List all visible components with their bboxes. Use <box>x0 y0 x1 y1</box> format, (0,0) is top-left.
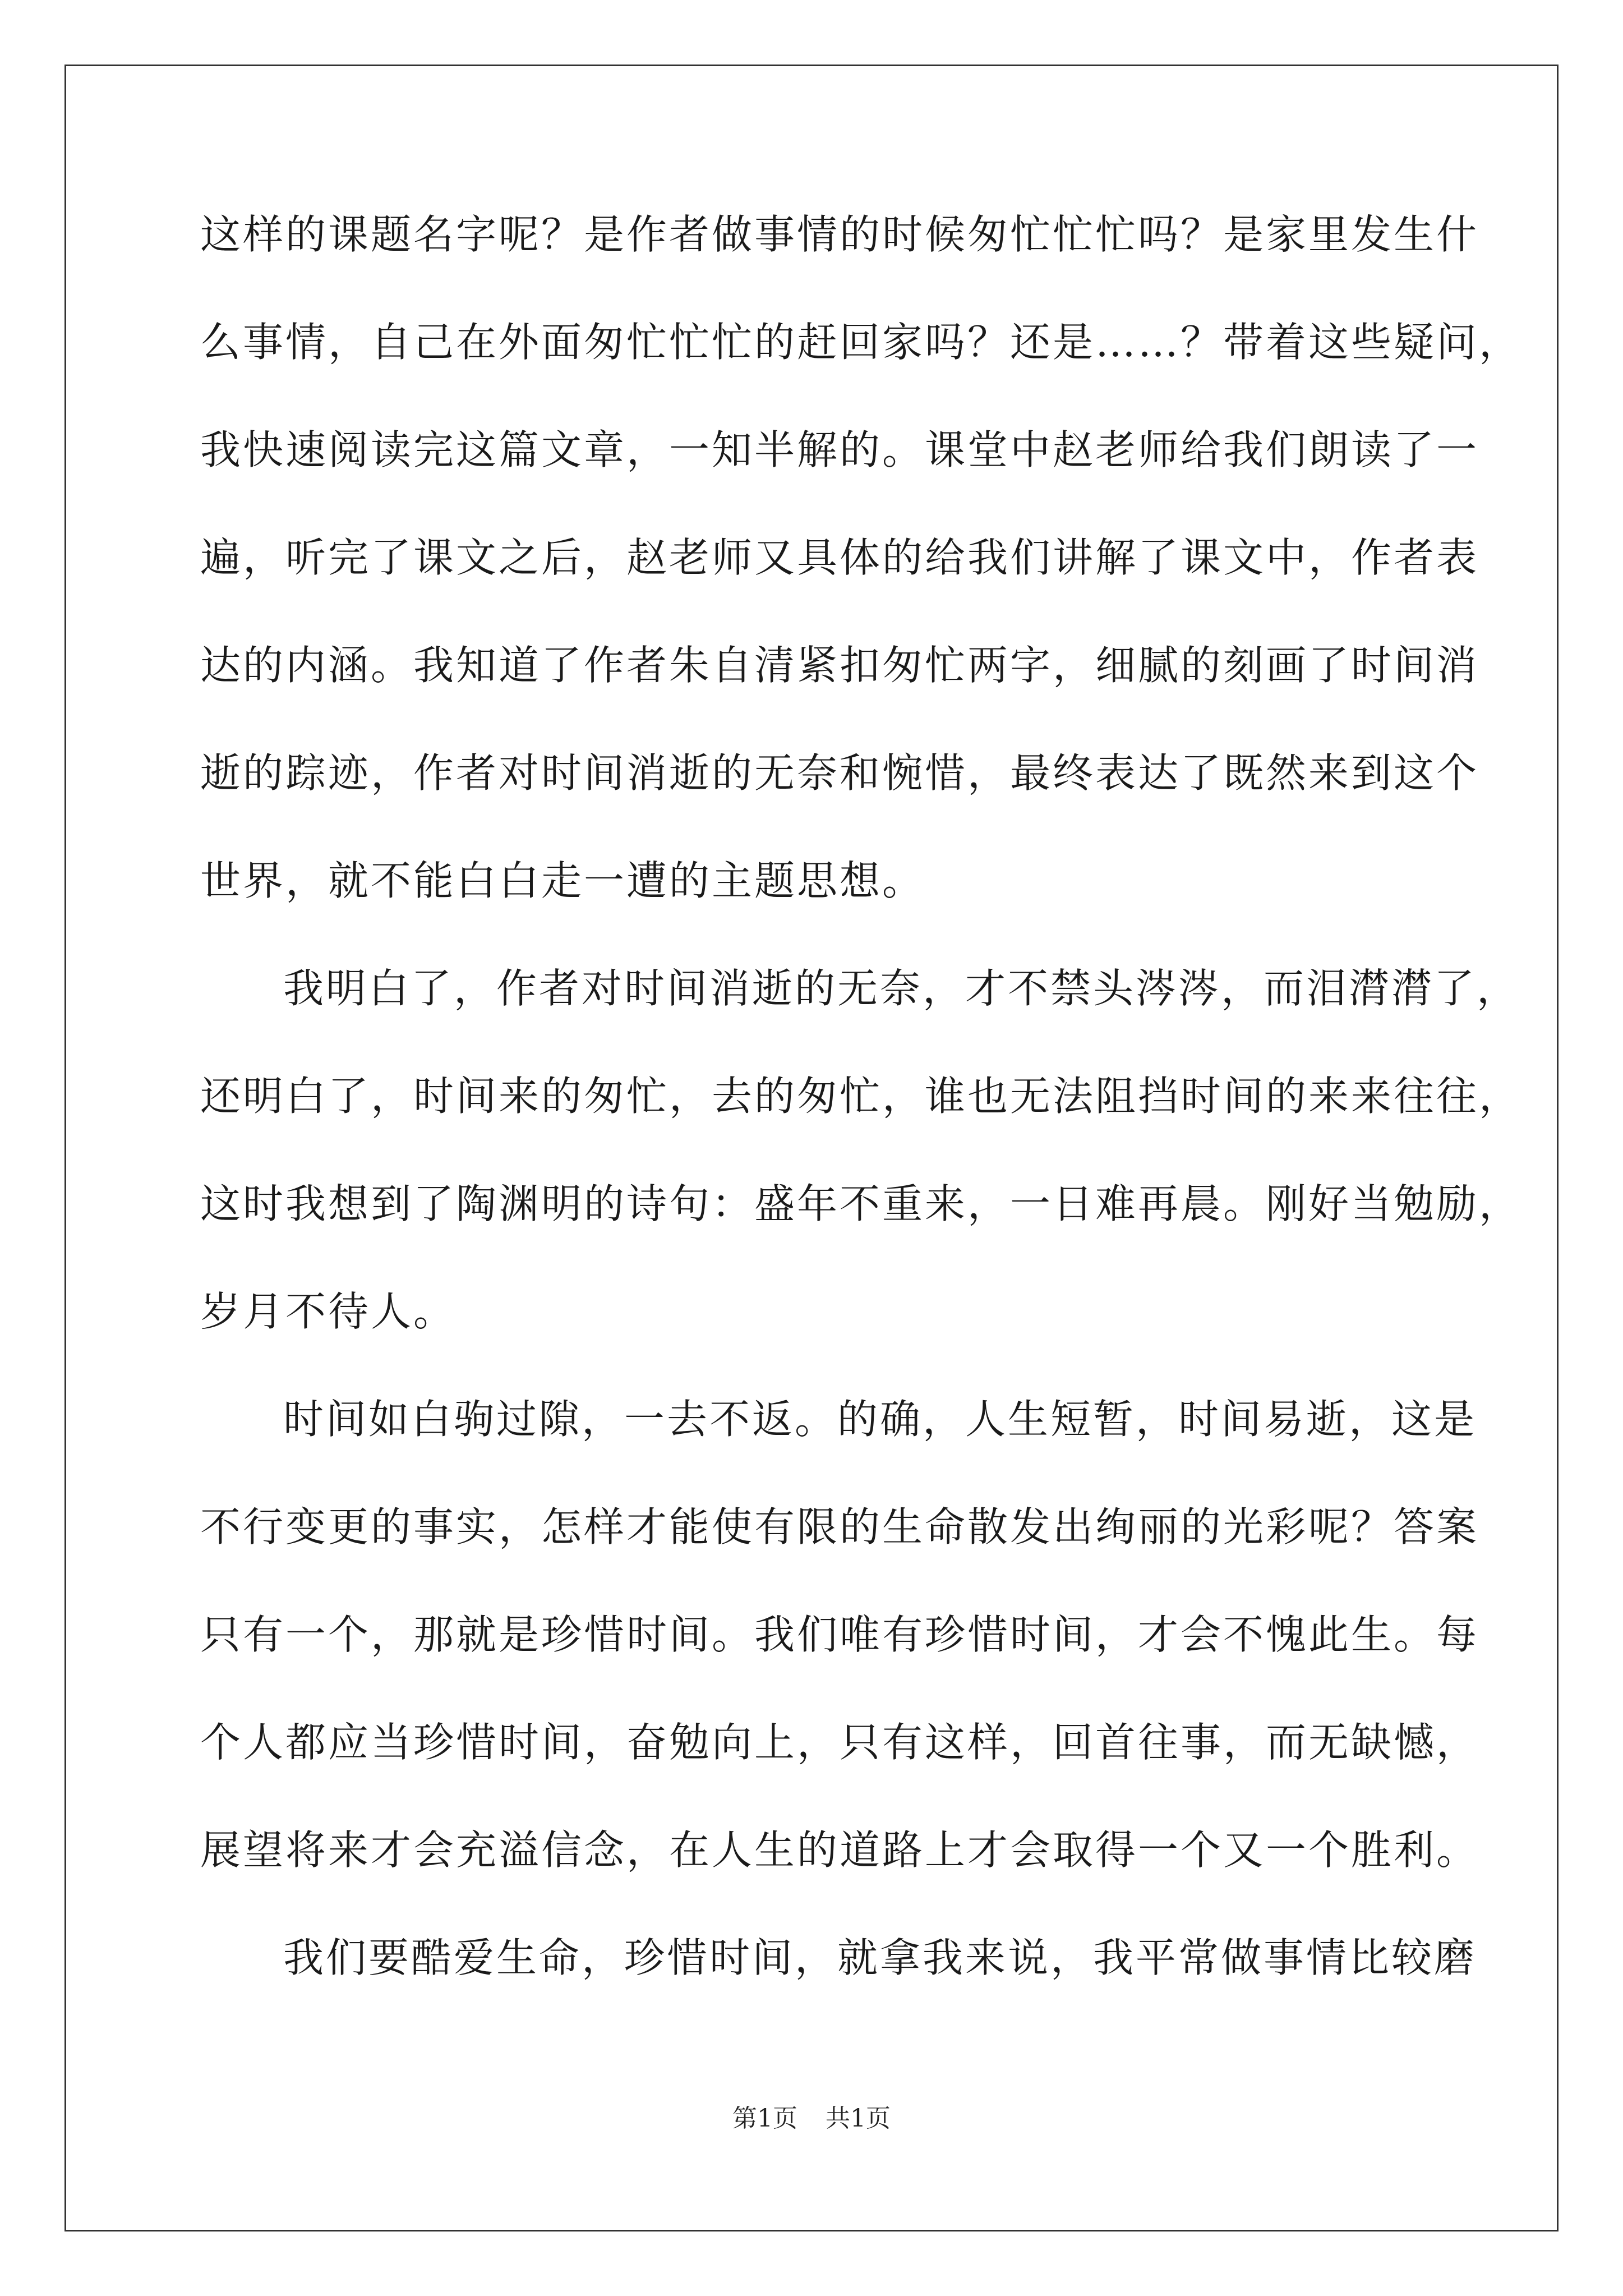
text-line: 时间如白驹过隙，一去不返。的确，人生短暂，时间易逝，这是 <box>283 1396 1477 1443</box>
text-line: 我明白了，作者对时间消逝的无奈，才不禁头涔涔，而泪潸潸了， <box>283 965 1520 1012</box>
document-body <box>200 208 1522 2039</box>
text-line: 岁月不待人。 <box>200 1288 457 1335</box>
text-line: 不行变更的事实，怎样才能使有限的生命散发出绚丽的光彩呢？答案 <box>200 1503 1479 1550</box>
text-line: 展望将来才会充溢信念，在人生的道路上才会取得一个又一个胜利。 <box>200 1826 1479 1874</box>
page-number-current: 第1页 <box>732 2104 797 2133</box>
text-line: 遍，听完了课文之后，赵老师又具体的给我们讲解了课文中，作者表 <box>200 534 1479 581</box>
text-line: 逝的踪迹，作者对时间消逝的无奈和惋惜，最终表达了既然来到这个 <box>200 749 1479 797</box>
text-line: 么事情，自己在外面匆忙忙忙的赶回家吗？还是……？带着这些疑问， <box>200 319 1522 366</box>
text-line: 只有一个，那就是珍惜时间。我们唯有珍惜时间，才会不愧此生。每 <box>200 1611 1479 1658</box>
text-line: 达的内涵。我知道了作者朱自清紧扣匆忙两字，细腻的刻画了时间消 <box>200 642 1479 689</box>
text-line: 个人都应当珍惜时间，奋勉向上，只有这样，回首往事，而无缺憾， <box>200 1719 1479 1766</box>
text-line: 我快速阅读完这篇文章，一知半解的。课堂中赵老师给我们朗读了一 <box>200 426 1479 473</box>
text-line: 这时我想到了陶渊明的诗句：盛年不重来，一日难再晨。刚好当勉励， <box>200 1180 1522 1227</box>
text-line: 这样的课题名字呢？是作者做事情的时候匆忙忙忙吗？是家里发生什 <box>200 211 1479 258</box>
text-line: 还明白了，时间来的匆忙，去的匆忙，谁也无法阻挡时间的来来往往， <box>200 1073 1522 1120</box>
text-line: 我们要酷爱生命，珍惜时间，就拿我来说，我平常做事情比较磨 <box>283 1934 1477 1981</box>
page-number-total: 共1页 <box>826 2104 891 2133</box>
text-line: 世界，就不能白白走一遭的主题思想。 <box>200 857 925 904</box>
page-footer <box>0 2102 1623 2136</box>
